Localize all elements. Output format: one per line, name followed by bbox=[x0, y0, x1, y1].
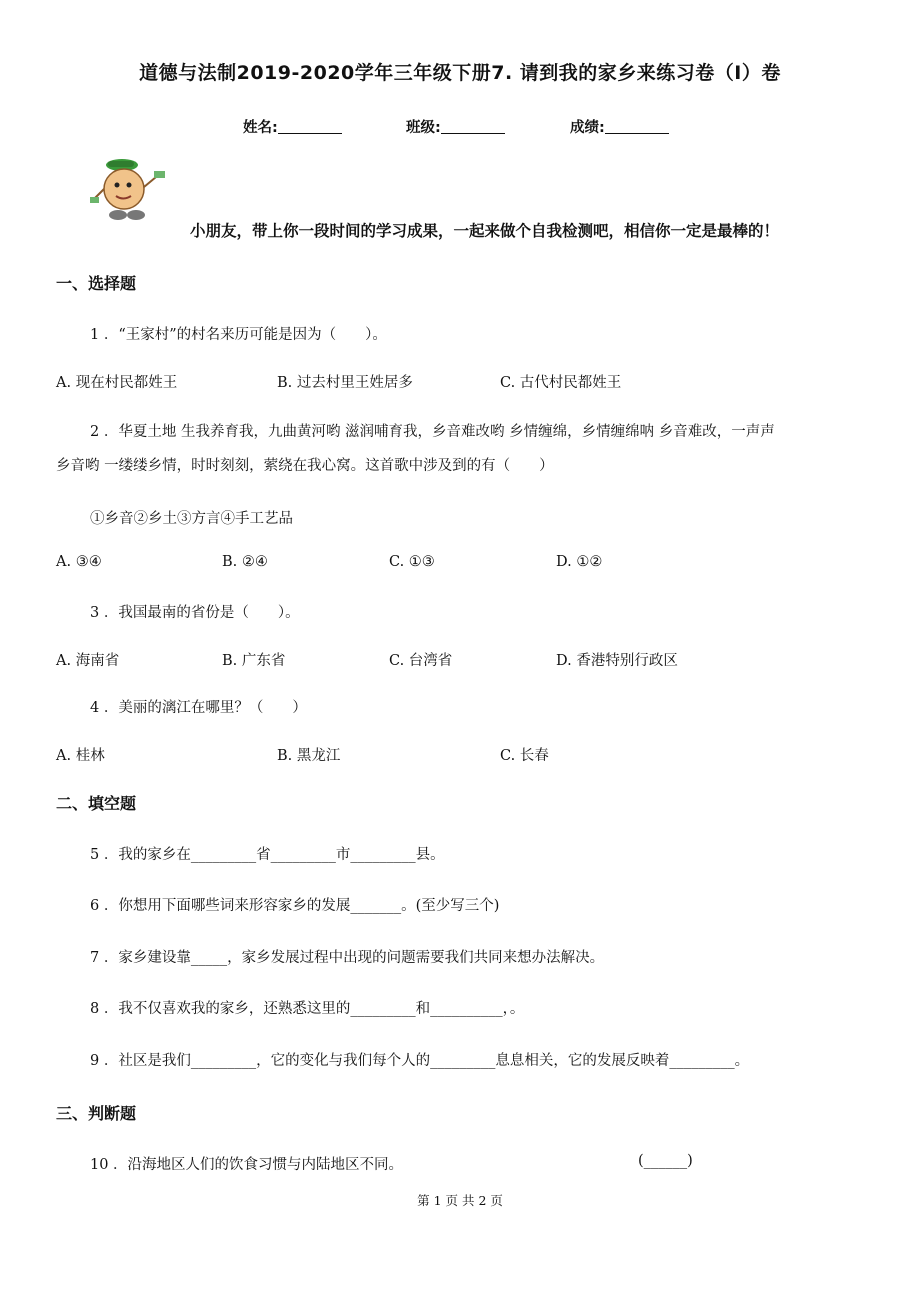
class-label: 班级: bbox=[406, 120, 441, 136]
question-9: 9 ．社区是我们_________，它的变化与我们每个人的_________息息相关，它的发展反映着_________。 bbox=[90, 1053, 750, 1069]
question-2-line-2: 乡音哟 一缕缕乡情，时时刻刻，萦绕在我心窝。这首歌中涉及到的有（ ） bbox=[56, 458, 554, 474]
q4-option-b: B. 黑龙江 bbox=[277, 748, 341, 764]
class-field bbox=[406, 116, 505, 137]
question-10-answer-blank: (______) bbox=[638, 1153, 693, 1169]
q2-option-a: A. ③④ bbox=[56, 554, 102, 570]
q1-option-b: B. 过去村里王姓居多 bbox=[277, 375, 413, 391]
q4-option-c: C. 长春 bbox=[500, 748, 549, 764]
score-label: 成绩: bbox=[570, 120, 605, 136]
question-10: 10 ．沿海地区人们的饮食习惯与内陆地区不同。 bbox=[90, 1157, 404, 1173]
q3-option-c: C. 台湾省 bbox=[389, 653, 453, 669]
question-1: 1 ．“王家村”的村名来历可能是因为（ ）。 bbox=[90, 327, 387, 343]
encouragement-text: 小朋友，带上你一段时间的学习成果，一起来做个自我检测吧，相信你一定是最棒的！ bbox=[190, 222, 780, 240]
q1-option-a: A. 现在村民都姓王 bbox=[56, 375, 178, 391]
page-footer: 第 1 页 共 2 页 bbox=[417, 1193, 503, 1208]
q3-option-b: B. 广东省 bbox=[222, 653, 286, 669]
name-blank bbox=[278, 119, 342, 134]
question-7: 7 ．家乡建设靠_____，家乡发展过程中出现的问题需要我们共同来想办法解决。 bbox=[90, 950, 605, 966]
class-blank bbox=[441, 119, 505, 134]
q2-option-c: C. ①③ bbox=[389, 554, 435, 570]
q3-option-d: D. 香港特别行政区 bbox=[556, 653, 678, 669]
question-8: 8 ．我不仅喜欢我的家乡，还熟悉这里的_________和__________，。 bbox=[90, 1001, 525, 1017]
question-5: 5 ．我的家乡在_________省_________市_________县。 bbox=[90, 847, 445, 863]
q2-option-d: D. ①② bbox=[556, 554, 603, 570]
mascot-illustration bbox=[90, 155, 172, 227]
q2-option-b: B. ②④ bbox=[222, 554, 268, 570]
score-field bbox=[570, 116, 669, 137]
name-field bbox=[243, 116, 342, 137]
question-2-line-1: 2 ．华夏土地 生我养育我，九曲黄河哟 滋润哺育我，乡音难改哟 乡情缠绵，乡情缠绵呐 乡音难改，一声声 bbox=[90, 424, 775, 440]
score-blank bbox=[605, 119, 669, 134]
question-3: 3 ．我国最南的省份是（ ）。 bbox=[90, 605, 300, 621]
section-choice-heading: 一、选择题 bbox=[56, 274, 137, 293]
q4-option-a: A. 桂林 bbox=[56, 748, 105, 764]
name-label: 姓名: bbox=[243, 120, 278, 136]
page-title: 道德与法制2019-2020学年三年级下册7. 请到我的家乡来练习卷（I）卷 bbox=[139, 62, 781, 84]
question-4: 4 ．美丽的漓江在哪里？（ ） bbox=[90, 700, 307, 716]
q1-option-c: C. 古代村民都姓王 bbox=[500, 375, 622, 391]
question-2-items: ①乡音②乡土③方言④手工艺品 bbox=[90, 511, 293, 527]
q3-option-a: A. 海南省 bbox=[56, 653, 120, 669]
question-6: 6 ．你想用下面哪些词来形容家乡的发展_______。(至少写三个) bbox=[90, 898, 500, 914]
section-fill-heading: 二、填空题 bbox=[56, 794, 137, 813]
section-judge-heading: 三、判断题 bbox=[56, 1104, 137, 1123]
